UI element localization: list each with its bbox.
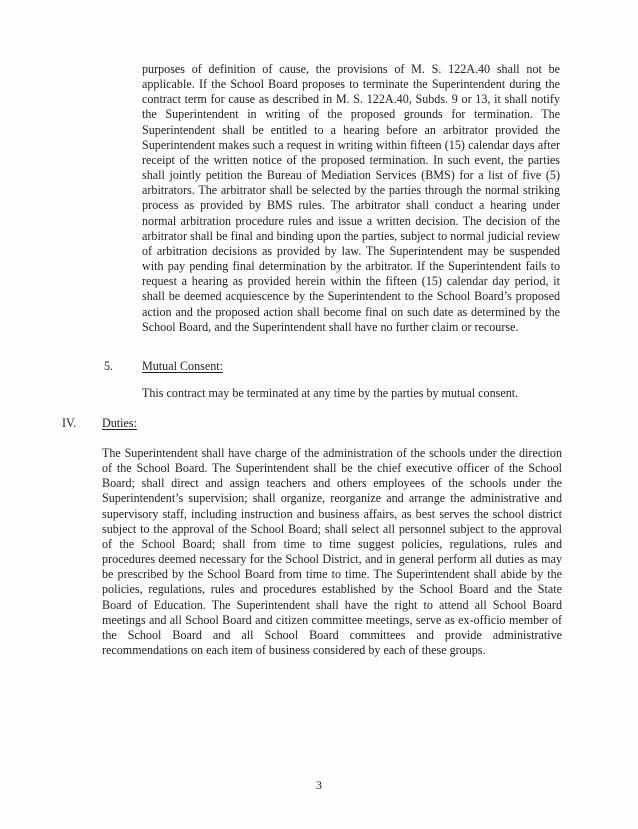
section-iv-number: IV. [62,416,77,430]
section-iv-heading [62,416,137,431]
mutual-consent-paragraph: This contract may be terminated at any time by the parties by mutual consent. [142,386,519,400]
duties-paragraph: The Superintendent shall have charge of the administration of the schools under the direction of the School Board. The Superintendent shall be the chief executive officer of the School Board; shall direct and assign teachers and others employees of the schools under the Superintendent’s supervision; shall organize, reorganize and arrange the administrative and supervisory staff, including instruction and business affairs, as best serves the school district subject to the approval of the School Board; shall select all personnel subject to the approval of the School Board; shall from time to time suggest policies, regulations, rules and procedures deemed necessary for the School District, and in general perform all duties as may be prescribed by the School Board from time to time. The Superintendent shall abide by the policies, regulations, rules and procedures established by the School Board and the State Board of Education. The Superintendent shall have the right to attend all School Board meetings and all School Board and citizen committee meetings, serve as ex-officio member of the School Board and all School Board committees and provide administrative recommendations on each item of business considered by each of these groups. [102,446,562,658]
page-number: 3 [316,778,322,792]
section-5-title: Mutual Consent: [142,359,223,373]
section-5-heading [104,359,223,374]
termination-for-cause-paragraph: purposes of definition of cause, the provisions of M. S. 122A.40 shall not be applicable. If the School Board proposes to terminate the Superintendent during the contract term for cause as described in M. S. 122A.40, Subds. 9 or 13, it shall notify the Superintendent in writing of the proposed grounds for termination. The Superintendent shall be entitled to a hearing before an arbitrator provided the Superintendent makes such a request in writing within fifteen (15) calendar days after receipt of the written notice of the proposed termination. In such event, the parties shall jointly petition the Bureau of Mediation Services (BMS) for a list of five (5) arbitrators. The arbitrator shall be selected by the parties through the normal striking process as provided by BMS rules. The arbitrator shall conduct a hearing under normal arbitration procedure rules and issue a written decision. The decision of the arbitrator shall be final and binding upon the parties, subject to normal judicial review of arbitration decisions as provided by law. The Superintendent may be suspended with pay pending final determination by the arbitrator. If the Superintendent fails to request a hearing as provided herein within the fifteen (15) calendar day period, it shall be deemed acquiescence by the Superintendent to the School Board’s proposed action and the proposed action shall become final on such date as determined by the School Board, and the Superintendent shall have no further claim or recourse. [142,62,560,334]
section-5-number: 5. [104,359,114,373]
section-iv-title: Duties: [102,416,137,430]
